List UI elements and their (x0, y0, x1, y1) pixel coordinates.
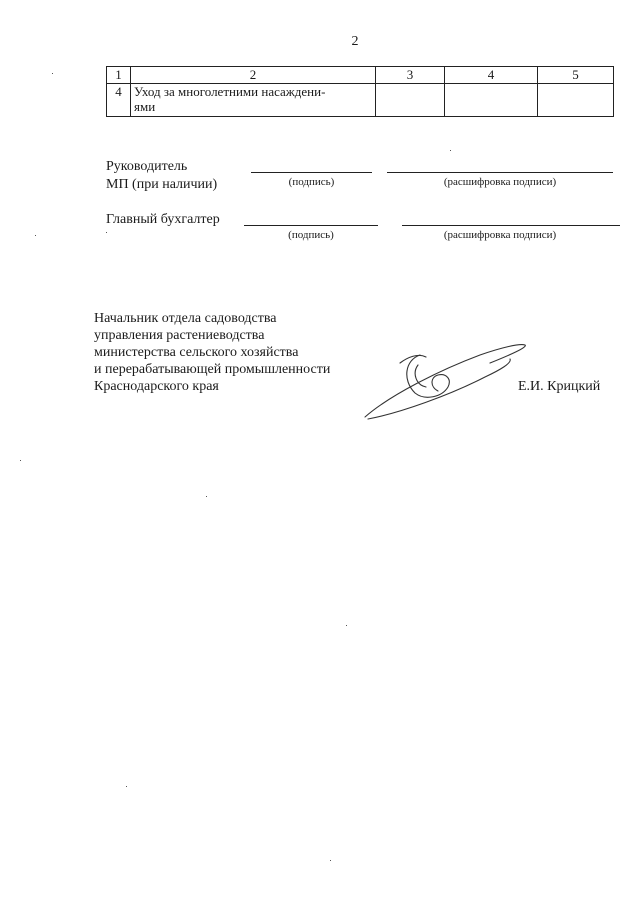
header-cell: 2 (131, 67, 376, 84)
data-table (106, 66, 614, 117)
row-cell-5 (538, 84, 614, 117)
accountant-signature-line (244, 225, 378, 226)
page-number: 2 (351, 34, 359, 49)
position-line: Краснодарского края (94, 379, 219, 394)
position-line: и перерабатывающей промышленности (94, 362, 331, 377)
scan-speck (52, 73, 53, 74)
position-line: министерства сельского хозяйства (94, 345, 299, 360)
signatory-name: Е.И. Крицкий (518, 379, 601, 394)
scan-speck (20, 460, 21, 461)
row-text-line-2: ями (134, 99, 156, 114)
head-signature-line (251, 172, 372, 173)
accountant-signature-caption: (подпись) (288, 229, 334, 241)
header-cell: 4 (445, 67, 538, 84)
position-block (94, 310, 330, 395)
accountant-label: Главный бухгалтер (106, 212, 220, 227)
head-label: Руководитель (106, 159, 188, 174)
scan-speck (126, 786, 127, 787)
scan-speck (206, 496, 207, 497)
position-line: Начальник отдела садоводства (94, 311, 277, 326)
table-row (107, 84, 614, 117)
header-cell: 3 (376, 67, 445, 84)
head-decode-line (387, 172, 613, 173)
header-cell: 5 (538, 67, 614, 84)
accountant-decode-caption: (расшифровка подписи) (443, 229, 557, 241)
position-line: управления растениеводства (94, 328, 265, 343)
header-cell: 1 (107, 67, 131, 84)
handwritten-signature (360, 335, 530, 425)
stamp-label: МП (при наличии) (106, 177, 218, 192)
head-decode-caption: (расшифровка подписи) (443, 176, 557, 188)
row-text-line-1: Уход за многолетними насаждени- (134, 84, 326, 99)
head-signature-caption: (подпись) (288, 176, 335, 188)
row-cell-4 (445, 84, 538, 117)
scan-speck (346, 625, 347, 626)
scan-speck (450, 150, 451, 151)
scan-speck (330, 860, 331, 861)
scan-speck (35, 235, 36, 236)
table-header-row (107, 67, 614, 84)
row-cell-3 (376, 84, 445, 117)
row-number-cell: 4 (107, 84, 131, 117)
scan-speck (106, 232, 107, 233)
row-text-cell (131, 84, 376, 117)
accountant-decode-line (402, 225, 620, 226)
